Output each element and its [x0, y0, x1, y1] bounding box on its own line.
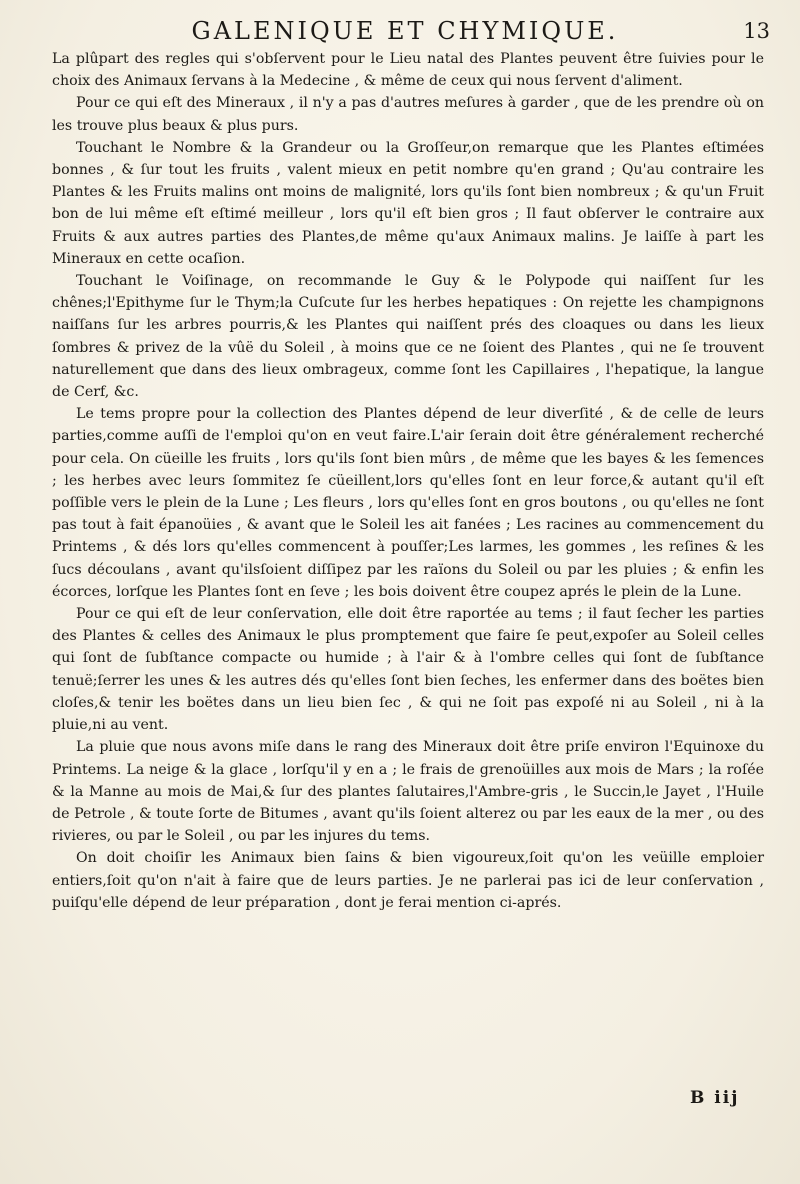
paragraph: La pluie que nous avons miſe dans le rang des Mineraux doit être priſe environ l'Equinoxe du Printems. La neige & la glace , lorſqu'il y en a ; le frais de grenoüilles aux mois de Mars ; la roſée & la Manne au mois de Mai,& ſur des plantes ſalutaires,l'Ambre-gris , le Succin,le Jayet , l'Huile de Petrole , & toute ſorte de Bitumes , avant qu'ils ſoient alterez ou par les eaux de la mer , ou des rivieres, ou par le Soleil , ou par les injures du tems.: [52, 739, 764, 845]
body-text: [52, 48, 764, 914]
paragraph: Touchant le Voiſinage, on recommande le Guy & le Polypode qui naiſſent ſur les chênes;l'Epithyme ſur le Thym;la Cuſcute ſur les herbes hepatiques : On rejette les champignons naiſſans ſur les arbres pourris,& les Plantes qui naiſſent prés des cloaques ou dans les lieux ſombres & privez de la vûë du Soleil , à moins que ce ne ſoient des Plantes , qui ne ſe trouvent naturellement que dans des lieux ombrageux, comme ſont les Capillaires , l'hepatique, la langue de Cerf, &c.: [52, 273, 764, 401]
signature-mark: B iij: [690, 1088, 740, 1108]
paragraph: Pour ce qui eſt des Mineraux , il n'y a pas d'autres meſures à garder , que de les prendre où on les trouve plus beaux & plus purs.: [52, 95, 764, 134]
page-number: 13: [743, 19, 770, 43]
running-title: GALENIQUE ET CHYMIQUE.: [191, 17, 619, 45]
paragraph: Touchant le Nombre & la Grandeur ou la Groſſeur,on remarque que les Plantes eſtimées bonnes , & ſur tout les fruits , valent mieux en petit nombre qu'en grand ; Qu'au contraire les Plantes & les Fruits malins ont moins de malignité, lors qu'ils ſont bien nombreux ; & qu'un Fruit bon de lui même eſt eſtimé meilleur , lors qu'il eſt bien gros ; Il faut obſerver le contraire aux Fruits & aux autres parties des Plantes,de même qu'aux Animaux malins. Je laiſſe à part les Mineraux en cette ocaſion.: [52, 139, 764, 267]
running-head: [60, 14, 770, 48]
paragraph: On doit choiſir les Animaux bien ſains & bien vigoureux,ſoit qu'on les veüille emploier entiers,ſoit qu'on n'ait à faire que de leurs parties. Je ne parlerai pas ici de leur conſervation , puiſqu'elle dépend de leur préparation , dont je ferai mention ci-aprés.: [52, 850, 764, 911]
paragraph: La plûpart des regles qui s'obſervent pour le Lieu natal des Plantes peuvent être ſuivies pour le choix des Animaux ſervans à la Medecine , & même de ceux qui nous ſervent d'aliment.: [52, 51, 764, 90]
paragraph: Le tems propre pour la collection des Plantes dépend de leur diverſité , & de celle de leurs parties,comme auſſi de l'emploi qu'on en veut faire.L'air ſerain doit être généralement recherché pour cela. On cüeille les fruits , lors qu'ils ſont bien mûrs , de même que les bayes & les ſemences ; les herbes avec leurs ſommitez ſe cüeillent,lors qu'elles ſont en leur force,& autant qu'il eſt poſſible vers le plein de la Lune ; Les fleurs , lors qu'elles ſont en gros boutons , ou qu'elles ne ſont pas tout à fait épanoüies , & avant que le Soleil les ait fanées ; Les racines au commencement du Printems , & dés lors qu'elles commencent à pouſſer;Les larmes, les gommes , les reſines & les ſucs découlans , avant qu'ilsſoient diſſipez par les raïons du Soleil ou par les pluies ; & enfin les écorces, lorſque les Plantes ſont en ſeve ; les bois doivent être coupez aprés le plein de la Lune.: [52, 406, 764, 600]
paragraph: Pour ce qui eſt de leur conſervation, elle doit être raportée au tems ; il faut ſecher les parties des Plantes & celles des Animaux le plus promptement que faire ſe peut,expoſer au Soleil celles qui ſont de ſubſtance compacte ou humide ; à l'air & à l'ombre celles qui ſont de ſubſtance tenuë;ſerrer les unes & les autres dés qu'elles ſont bien ſeches, les enfermer dans des boëtes bien cloſes,& tenir les boëtes dans un lieu bien ſec , & qui ne ſoit pas expoſé ni au Soleil , ni à la pluie,ni au vent.: [52, 606, 764, 734]
